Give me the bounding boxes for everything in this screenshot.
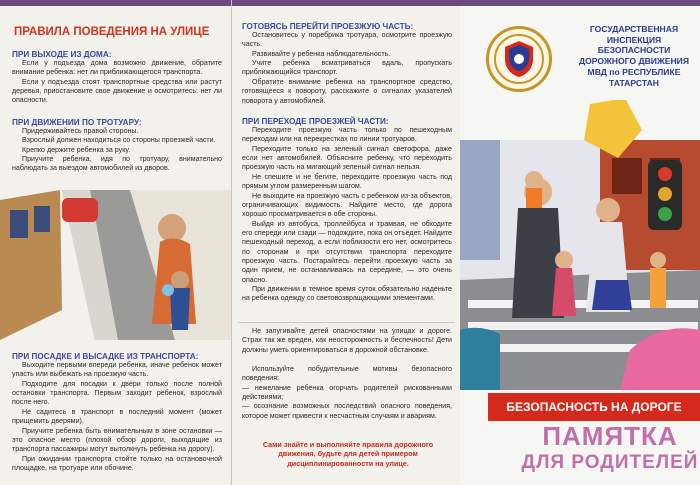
paragraph: Если у подъезда стоят транспортные средства или растут деревья, приостановите свое движение и осмотритесь: нет ли опасности. xyxy=(12,77,222,105)
paragraph: При ожидании транспорта стойте только на остановочной площадке, на тротуаре или обочине. xyxy=(12,454,222,472)
section-heading: ПРИ ПОСАДКЕ И ВЫСАДКЕ ИЗ ТРАНСПОРТА: xyxy=(12,352,199,361)
paragraph: Приучите ребенка быть внимательным в зоне остановки — это опасное место (плохой обзор дороги, выходящие из транспорта пассажиры могут вытолкнуть ребенка на дорогу). xyxy=(12,426,222,454)
child-figure xyxy=(170,288,190,330)
panel-cover xyxy=(460,0,700,485)
illustration-sidewalk xyxy=(0,190,231,340)
paragraph: Не выходите на проезжую часть с ребенком из-за объектов, ограничивающих видимость. Найдите место, где дорога хорошо просматривается в обе стороны. xyxy=(242,191,452,219)
paragraph: Взрослый должен находиться со стороны проезжей части. xyxy=(22,136,216,145)
paragraph: Не садитесь в транспорт в последний момент (может прищемить дверями). xyxy=(12,407,222,426)
page-title: ПРАВИЛА ПОВЕДЕНИЯ НА УЛИЦЕ xyxy=(14,26,210,38)
paragraph: Придерживайтесь правой стороны. xyxy=(22,127,139,135)
organization-title: ГОСУДАРСТВЕННАЯ ИНСПЕКЦИЯ БЕЗОПАСНОСТИ ДОРОЖНОГО ДВИЖЕНИЯ МВД по РЕСПУБЛИКЕ ТАТАРСТАН xyxy=(578,24,690,88)
paragraph: Если у подъезда дома возможно движение, обратите внимание ребенка: нет ли приближающегося транспорта. xyxy=(12,59,222,77)
paragraph: Развивайте у ребенка наблюдательность. xyxy=(252,49,391,58)
section-leaving-home xyxy=(12,50,222,106)
paragraph: Учите ребенка всматриваться вдаль, пропускать приближающийся транспорт. xyxy=(242,59,452,77)
paragraph: Выходите первыми впереди ребенка, иначе ребенок может упасть или выбежать на проезжую часть. xyxy=(12,361,222,379)
section-heading: ПРИ ПЕРЕХОДЕ ПРОЕЗЖЕЙ ЧАСТИ: xyxy=(242,117,389,126)
gibdd-emblem xyxy=(486,26,552,92)
panel-crossing-rules xyxy=(231,0,460,485)
paragraph: Обратите внимание ребенка на транспортное средство, готовящееся к повороту, расскажите о сигналах указателей поворота у автомобилей. xyxy=(242,77,452,105)
footer-note: Сами знайте и выполняйте правила дорожного движения, будьте для детей примером дисциплинированности на улице. xyxy=(262,440,434,468)
paragraph: Подходите для посадки к двери только после полной остановки транспорта. Первым заходит ребенок, взрослый после него. xyxy=(12,379,222,407)
banner-road-safety: БЕЗОПАСНОСТЬ НА ДОРОГЕ xyxy=(488,393,700,421)
section-heading: ПРИ ДВИЖЕНИИ ПО ТРОТУАРУ: xyxy=(12,118,142,127)
girl-figure xyxy=(552,268,576,316)
motive-item: — нежелание ребенка огорчать родителей рискованными действиями; xyxy=(242,383,452,402)
shield-icon xyxy=(489,29,549,89)
section-heading: ПРИ ВЫХОДЕ ИЗ ДОМА: xyxy=(12,50,112,59)
section-heading: ГОТОВЯСЬ ПЕРЕЙТИ ПРОЕЗЖУЮ ЧАСТЬ: xyxy=(242,22,414,31)
paragraph: Крепко держите ребенка за руку. xyxy=(22,145,131,154)
paragraph: Переходите только на зеленый сигнал светофора, даже если нет автомобилей. Объясните ребенку, что переходить проезжую часть на мигающий зеленый сигнал нельзя. xyxy=(242,144,452,172)
motives-block xyxy=(242,365,452,421)
paragraph: Приучите ребенка, идя по тротуару, внимательно наблюдать за выездом автомобилей из дворов. xyxy=(12,155,222,173)
section-preparing xyxy=(242,22,452,106)
note-text: Не запугивайте детей опасностями на улицах и дороге. Страх так же вреден, как неосторожность и беспечность! Дети должны уметь ориентироваться в дорожной обстановке. xyxy=(242,327,452,354)
illustration-family-crossing xyxy=(460,100,700,390)
section-transport xyxy=(12,352,222,473)
top-accent-bar xyxy=(0,0,231,6)
paragraph: При движении в темное время суток обязательно наденьте на ребенка одежду со световозвращающими элементами. xyxy=(242,285,452,303)
section-sidewalk xyxy=(12,118,222,174)
paragraph: Переходите проезжую часть только по пешеходным переходам или на перекрестках по линии тротуаров. xyxy=(242,126,452,144)
top-accent-bar xyxy=(460,0,700,6)
cover-title-line1: ПАМЯТКА xyxy=(542,421,678,451)
paragraph: Не спешите и не бегите, переходите проезжую часть под прямым углом размеренным шагом. xyxy=(242,172,452,191)
top-accent-bar xyxy=(232,0,460,6)
divider xyxy=(238,322,455,323)
panel-street-rules xyxy=(0,0,231,485)
paragraph: Остановитесь у поребрика тротуара, осмотрите проезжую часть. xyxy=(242,31,452,49)
note-block xyxy=(242,327,452,355)
paragraph: Выйдя из автобуса, троллейбуса и трамвая, не обходите его спереди или сзади — подождите, пока он отъедет. Найдите пешеходный переход, а если поблизости его нет, осмотритесь по сторонам и при отсутствии транспорта переходите проезжую часть. Постарайтесь перейти проезжую часть за один прием, не останавливаясь на середине, — это очень опасно. xyxy=(242,219,452,284)
car-icon xyxy=(62,198,98,222)
motive-item: — осознание возможных последствий опасного поведения, которое может привести к несчастным случаям и авариям. xyxy=(242,402,452,420)
section-crossing xyxy=(242,117,452,304)
boy-figure xyxy=(650,268,666,308)
motives-intro: Используйте побудительные мотивы безопасного поведения: xyxy=(242,365,452,383)
cover-title-line2: ДЛЯ РОДИТЕЛЕЙ xyxy=(521,452,699,473)
